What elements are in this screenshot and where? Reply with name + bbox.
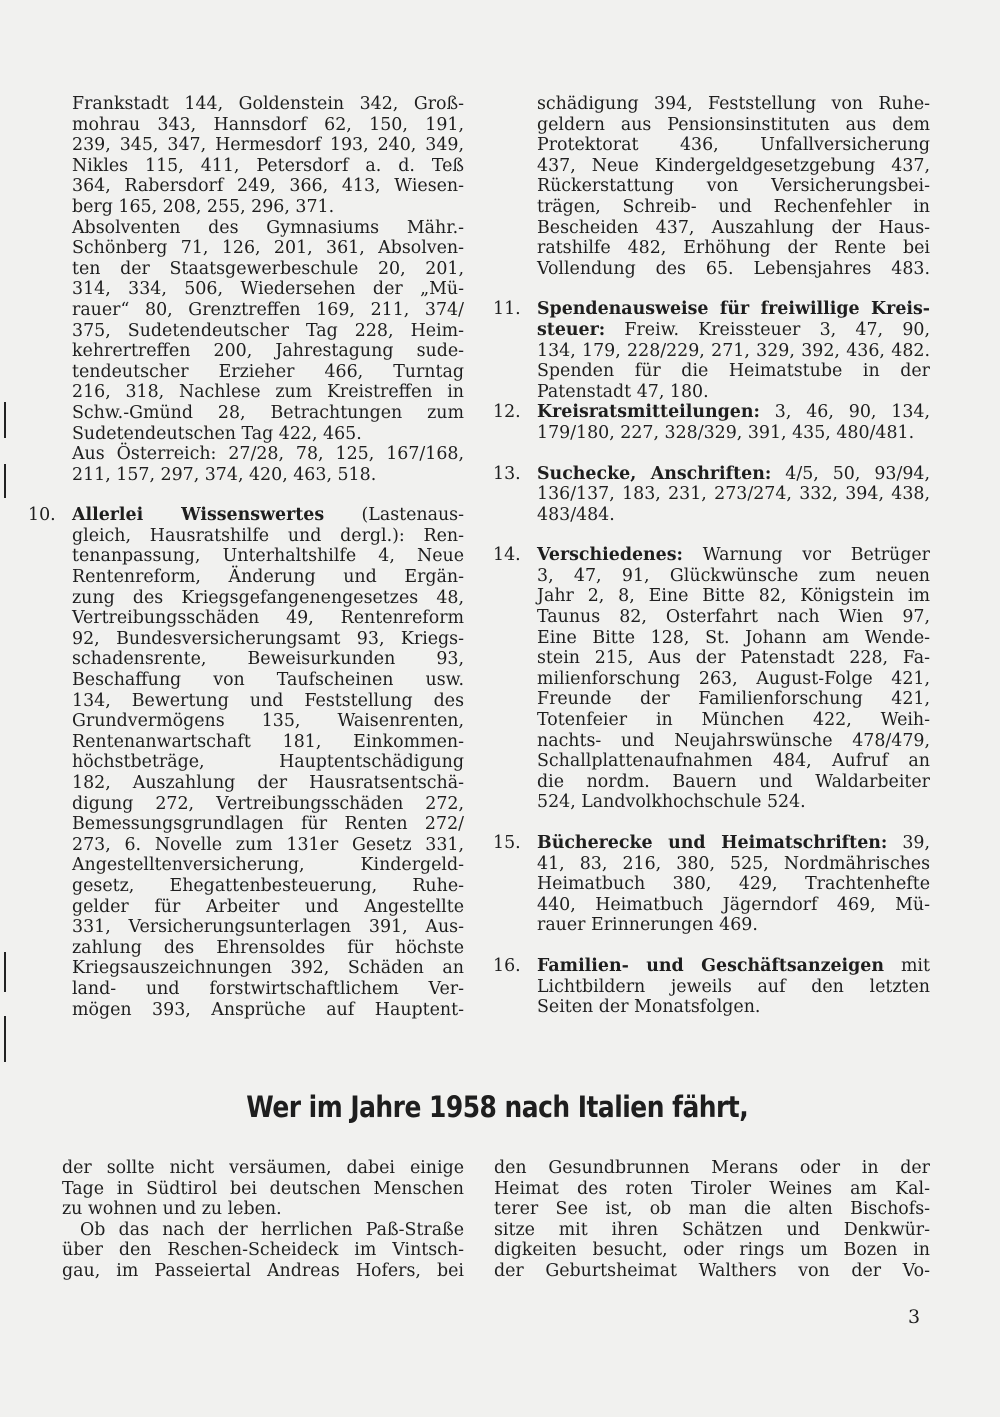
- text-line: Angestelltenversicherung, Kindergeld-: [72, 855, 464, 876]
- text-line: 136/137, 183, 231, 273/274, 332, 394, 438,: [537, 484, 930, 505]
- entry-heading-line: [537, 833, 930, 854]
- text-line: Tage in Südtirol bei deutschen Menschen: [62, 1178, 464, 1199]
- text-line: tenanpassung, Unterhaltshilfe 4, Neue: [72, 546, 464, 567]
- entry-heading-line: [72, 505, 464, 526]
- index-entry-11: [493, 299, 930, 402]
- text-line: der Geburtsheimat Walthers von der Vo-: [494, 1260, 930, 1281]
- text-line: terer See ist, ob man die alten Bischofs-: [494, 1199, 930, 1220]
- text-line: über den Reschen-Scheideck im Vintsch-: [62, 1240, 464, 1261]
- index-entry-15: [493, 833, 930, 936]
- text-line: 524, Landvolkhochschule 524.: [537, 792, 806, 813]
- text-line: 314, 334, 506, Wiedersehen der „Mü-: [72, 279, 464, 300]
- text-line: Nikles 115, 411, Petersdorf a. d. Teß: [72, 155, 464, 176]
- text-line: Jahr 2, 8, Eine Bitte 82, Königstein im: [537, 586, 930, 607]
- entry-number: 16.: [493, 955, 521, 976]
- entry-heading: Suchecke, Anschriften:: [537, 463, 772, 484]
- text-line: ten der Staatsgewerbeschule 20, 201,: [72, 258, 464, 279]
- entry-heading-rest: 4/5, 50, 93/94,: [771, 463, 930, 484]
- text-line: rauer“ 80, Grenztreffen 169, 211, 374/: [72, 299, 464, 320]
- text-line: digkeiten besucht, oder rings um Bozen in: [494, 1240, 930, 1261]
- text-line: 239, 345, 347, Hermesdorf 193, 240, 349,: [72, 135, 464, 156]
- entry-number: 10.: [28, 505, 56, 526]
- entry-heading: Bücherecke und Heimatschriften:: [537, 833, 888, 853]
- text-line: 211, 157, 297, 374, 420, 463, 518.: [72, 464, 377, 485]
- text-line: kehrertreffen 200, Jahrestagung sude-: [72, 341, 464, 362]
- text-line: gau, im Passeiertal Andreas Hofers, bei: [62, 1260, 464, 1281]
- text-line: Schw.-Gmünd 28, Betrachtungen zum: [72, 402, 464, 423]
- entry-heading-line: [537, 464, 930, 485]
- entry-heading-rest: Freiw. Kreissteuer 3, 47, 90,: [605, 319, 930, 340]
- text-line: berg 165, 208, 255, 296, 371.: [72, 196, 335, 217]
- text-line: schädigung 394, Feststellung von Ruhe-: [537, 94, 930, 114]
- text-line: milienforschung 263, August-Folge 421,: [537, 668, 930, 689]
- text-line: 375, Sudetendeutscher Tag 228, Heim-: [72, 320, 464, 341]
- text-line: Bescheiden 437, Auszahlung der Haus-: [537, 217, 930, 238]
- margin-mark: [4, 402, 6, 438]
- margin-mark: [4, 1016, 6, 1062]
- entry-heading-rest: (Lastenaus-: [324, 505, 464, 526]
- text-line: Heimatbuch 380, 429, Trachtenhefte: [537, 874, 930, 895]
- text-line: Ob das nach der herrlichen Paß-Straße: [80, 1219, 464, 1240]
- text-line: der sollte nicht versäumen, dabei einige: [62, 1158, 464, 1178]
- entry-heading-line: [537, 956, 930, 977]
- text-line: 364, Rabersdorf 249, 366, 413, Wiesen-: [72, 176, 464, 197]
- text-line: Kriegsauszeichnungen 392, Schäden an: [72, 958, 464, 979]
- text-line: schadensrente, Beweisurkunden 93,: [72, 649, 464, 670]
- entry-heading: Allerlei Wissenswertes: [72, 505, 325, 526]
- text-line: Bemessungsgrundlagen für Renten 272/: [72, 814, 464, 835]
- text-line: den Gesundbrunnen Merans oder in der: [494, 1158, 930, 1178]
- text-line: digung 272, Vertreibungsschäden 272,: [72, 793, 464, 814]
- index-right-column: [493, 94, 930, 1018]
- text-line: 331, Versicherungsunterlagen 391, Aus-: [72, 917, 464, 938]
- text-line: Heimat des roten Tiroler Weines am Kal-: [494, 1178, 930, 1199]
- article-headline: Wer im Jahre 1958 nach Italien fährt,: [246, 1090, 749, 1124]
- entry-number: 13.: [493, 463, 521, 484]
- text-line: Freunde der Familienforschung 421,: [537, 689, 930, 710]
- text-line: sitze mit ihren Schätzen und Denkwür-: [494, 1219, 930, 1240]
- text-line: Taunus 82, Osterfahrt nach Wien 97,: [537, 607, 930, 628]
- text-line: Totenfeier in München 422, Weih-: [537, 710, 930, 731]
- text-line: 483/484.: [537, 504, 615, 525]
- entry-number: 12.: [493, 402, 521, 423]
- text-line: Rentenanwartschaft 181, Einkommen-: [72, 731, 464, 752]
- text-line: stein 215, Aus der Patenstadt 228, Fa-: [537, 648, 930, 669]
- text-line: Frankstadt 144, Goldenstein 342, Groß-: [72, 94, 464, 114]
- text-line: Spenden für die Heimatstube in der: [537, 361, 930, 382]
- margin-mark: [4, 464, 6, 498]
- text-line: Schönberg 71, 126, 201, 361, Absolven-: [72, 238, 464, 259]
- text-line: tendeutscher Erzieher 466, Turntag: [72, 361, 464, 382]
- text-line: 179/180, 227, 328/329, 391, 435, 480/481.: [537, 422, 915, 443]
- text-line: Vertreibungsschäden 49, Rentenreform: [72, 608, 464, 629]
- text-line: 216, 318, Nachlese zum Kreistreffen in: [72, 382, 464, 403]
- article-left-column: [62, 1158, 464, 1282]
- text-line: zu wohnen und zu leben.: [62, 1199, 282, 1220]
- entry-heading: Familien- und Geschäftsanzeigen: [537, 955, 885, 976]
- text-line: 41, 83, 216, 380, 525, Nordmährisches: [537, 853, 930, 874]
- text-line: trägen, Schreib- und Rechenfehler in: [537, 196, 930, 217]
- text-line: Absolventen des Gymnasiums Mähr.-: [72, 217, 464, 238]
- entry-9-continuation: [72, 94, 464, 485]
- index-left-column: [28, 94, 464, 1020]
- text-line: die nordm. Bauern und Waldarbeiter: [537, 771, 930, 792]
- page-number: 3: [908, 1306, 921, 1328]
- entry-heading-line: [537, 320, 930, 341]
- text-line: geldern aus Pensionsinstituten aus dem: [537, 114, 930, 135]
- text-line: Vollendung des 65. Lebensjahres 483.: [537, 258, 930, 279]
- index-entry-16: [493, 955, 930, 1018]
- text-line: Beschaffung von Taufscheinen usw.: [72, 670, 464, 691]
- text-line: Aus Österreich: 27/28, 78, 125, 167/168,: [72, 444, 464, 465]
- entry-10-continuation: [537, 94, 930, 279]
- entry-number: 14.: [493, 545, 521, 566]
- text-line: Lichtbildern jeweils auf den letzten: [537, 976, 930, 997]
- text-line: 3, 47, 91, Glückwünsche zum neuen: [537, 565, 930, 586]
- text-line: 92, Bundesversicherungsamt 93, Kriegs-: [72, 628, 464, 649]
- text-line: 440, Heimatbuch Jägerndorf 469, Mü-: [537, 894, 930, 915]
- entry-heading-rest: Warnung vor Betrüger: [682, 545, 930, 566]
- text-line: Sudetendeutschen Tag 422, 465.: [72, 423, 362, 444]
- text-line: Rückerstattung von Versicherungsbei-: [537, 176, 930, 197]
- text-line: gesetz, Ehegattenbesteuerung, Ruhe-: [72, 875, 464, 896]
- entry-heading: Kreisratsmitteilungen:: [537, 402, 760, 423]
- index-entry-13: [493, 463, 930, 526]
- entry-heading-line: [537, 402, 930, 423]
- text-line: 273, 6. Novelle zum 131er Gesetz 331,: [72, 834, 464, 855]
- article-right-column: [494, 1158, 930, 1282]
- text-line: ratshilfe 482, Erhöhung der Rente bei: [537, 238, 930, 259]
- text-line: 437, Neue Kindergeldgesetzgebung 437,: [537, 155, 930, 176]
- text-line: 134, Bewertung und Feststellung des: [72, 690, 464, 711]
- text-line: Patenstadt 47, 180.: [537, 381, 709, 402]
- text-line: 134, 179, 228/229, 271, 329, 392, 436, 482.: [537, 340, 930, 361]
- text-line: zahlung des Ehrensoldes für höchste: [72, 937, 464, 958]
- text-line: Protektorat 436, Unfallversicherung: [537, 135, 930, 156]
- entry-heading: Spendenausweise für freiwillige Kreis-: [537, 299, 930, 320]
- index-entry-12: [493, 402, 930, 443]
- entry-heading: Verschiedenes:: [537, 545, 683, 566]
- text-line: nachts- und Neujahrswünsche 478/479,: [537, 730, 930, 751]
- entry-heading: steuer:: [537, 319, 606, 340]
- text-line: gelder für Arbeiter und Angestellte: [72, 896, 464, 917]
- margin-mark: [4, 952, 6, 992]
- text-line: Schallplattenaufnahmen 484, Aufruf an: [537, 751, 930, 772]
- entry-heading-rest: mit: [884, 955, 930, 976]
- text-line: 182, Auszahlung der Hausratsentschä-: [72, 773, 464, 793]
- entry-number: 11.: [493, 299, 521, 320]
- entry-heading-rest: 3, 46, 90, 134,: [759, 402, 930, 423]
- text-line: höchstbeträge, Hauptentschädigung: [72, 752, 464, 773]
- text-line: Seiten der Monatsfolgen.: [537, 997, 761, 1018]
- text-line: Rentenreform, Änderung und Ergän-: [72, 567, 464, 588]
- entry-heading-rest: 39,: [887, 833, 930, 853]
- text-line: mögen 393, Ansprüche auf Hauptent-: [72, 999, 464, 1020]
- text-line: Grundvermögens 135, Waisenrenten,: [72, 711, 464, 732]
- text-line: Eine Bitte 128, St. Johann am Wende-: [537, 627, 930, 648]
- text-line: gleich, Hausratshilfe und dergl.): Ren-: [72, 525, 464, 546]
- text-line: zung des Kriegsgefangenengesetzes 48,: [72, 587, 464, 608]
- text-line: land- und forstwirtschaftlichem Ver-: [72, 978, 464, 999]
- text-line: rauer Erinnerungen 469.: [537, 915, 758, 936]
- index-entry-10: [28, 505, 464, 1020]
- entry-number: 15.: [493, 833, 521, 853]
- text-line: mohrau 343, Hannsdorf 62, 150, 191,: [72, 114, 464, 135]
- entry-heading-line: [537, 545, 930, 566]
- index-entry-14: [493, 545, 930, 813]
